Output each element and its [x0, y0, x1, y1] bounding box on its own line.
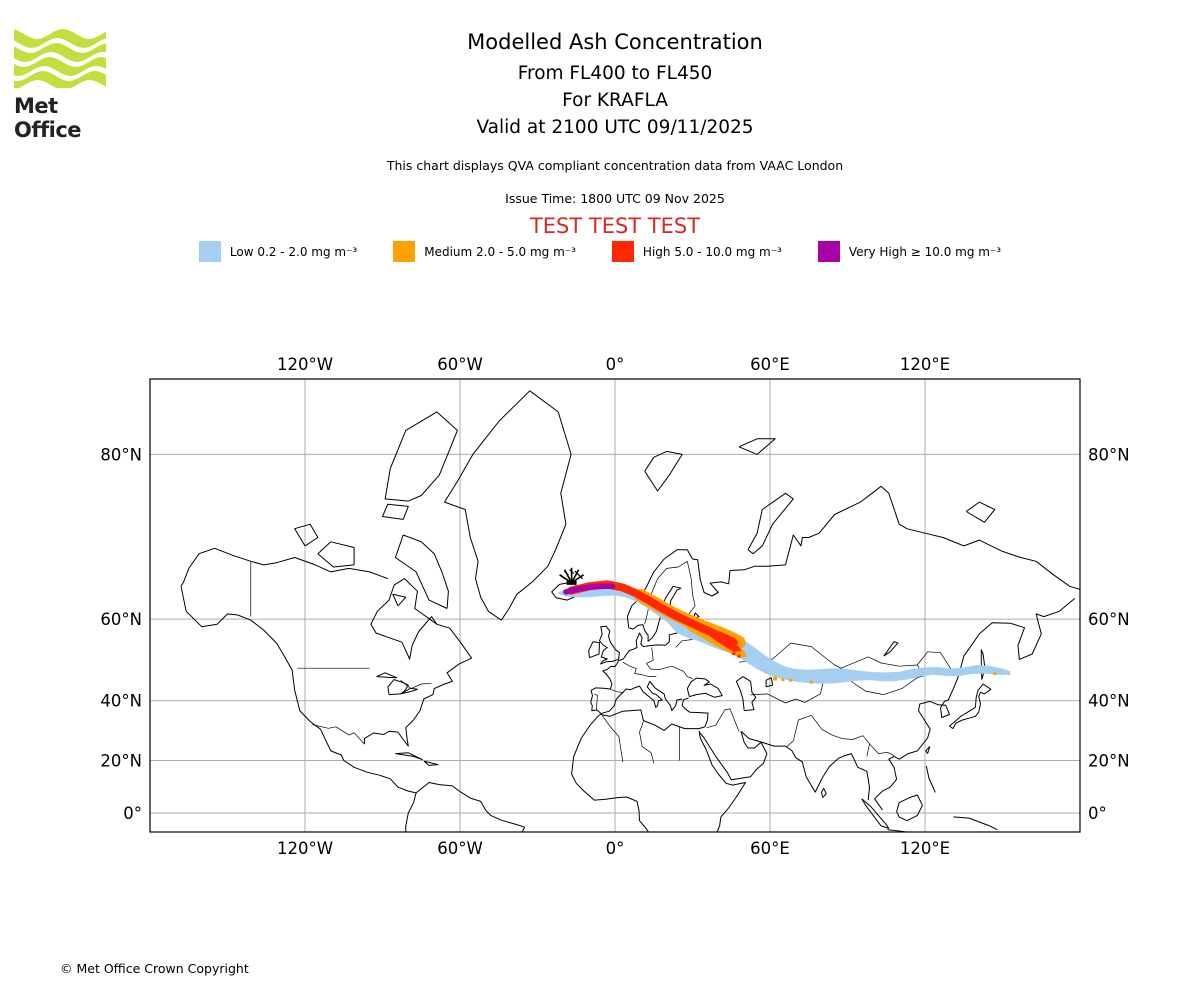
- coastline-path: [181, 586, 416, 832]
- coastline-path: [385, 412, 457, 501]
- x-axis-label-top: 120°E: [899, 355, 951, 374]
- coastline-path: [645, 451, 683, 491]
- coastline-path: [736, 677, 755, 711]
- coastline-path: [897, 795, 923, 821]
- qva-note: This chart displays QVA compliant concentration data from VAAC London: [386, 158, 844, 173]
- coastline-path: [424, 761, 438, 765]
- coastline-path: [884, 642, 898, 656]
- coastline-path: [950, 684, 991, 729]
- x-axis-label-top: 0°: [605, 355, 625, 374]
- coastline-path: [687, 678, 722, 697]
- y-axis-label-left: 0°: [123, 804, 142, 823]
- y-axis-label-left: 40°N: [100, 691, 142, 711]
- x-axis-label-top: 60°W: [437, 355, 483, 374]
- coastline-path: [572, 714, 649, 832]
- y-axis-label-left: 60°N: [100, 610, 142, 630]
- border-path: [787, 715, 870, 756]
- test-banner: TEST TEST TEST: [529, 214, 701, 238]
- coastline-path: [699, 731, 746, 833]
- subtitle-valid-time: Valid at 2100 UTC 09/11/2025: [476, 117, 754, 138]
- y-axis-label-right: 40°N: [1088, 691, 1130, 711]
- coastline-path: [295, 524, 318, 546]
- legend-label-high: High 5.0 - 10.0 mg m⁻³: [642, 244, 782, 259]
- issue-time: Issue Time: 1800 UTC 09 Nov 2025: [505, 191, 725, 206]
- coastline-path: [981, 650, 985, 680]
- plume-medium-dot: [789, 679, 792, 682]
- copyright-text: © Met Office Crown Copyright: [60, 961, 249, 976]
- met-office-wordmark: Met Office: [14, 94, 82, 142]
- y-axis-label-left: 20°N: [100, 751, 142, 771]
- coastline-path: [395, 535, 448, 609]
- coastline-path: [591, 586, 693, 713]
- border-path: [610, 689, 623, 692]
- border-path: [687, 561, 695, 616]
- plume-low: [557, 581, 1010, 684]
- legend-label-medium: Medium 2.0 - 5.0 mg m⁻³: [424, 244, 576, 259]
- coastline-path: [682, 698, 708, 729]
- subtitle-flight-levels: From FL400 to FL450: [517, 63, 713, 84]
- y-axis-label-right: 60°N: [1088, 610, 1130, 630]
- coastline-path: [821, 789, 826, 798]
- y-axis-label-right: 20°N: [1088, 751, 1130, 771]
- plume-high-dot: [732, 652, 735, 655]
- coastline-path: [766, 678, 773, 687]
- y-axis-label-left: 80°N: [100, 445, 142, 465]
- x-axis-label-bottom: 60°E: [750, 839, 790, 858]
- coastline-path: [401, 688, 418, 694]
- legend-label-low: Low 0.2 - 2.0 mg m⁻³: [229, 244, 358, 259]
- coastline-path: [627, 486, 1080, 627]
- legend-label-very-high: Very High ≥ 10.0 mg m⁻³: [848, 244, 1002, 259]
- coastline-path: [966, 502, 995, 522]
- y-axis-label-right: 0°: [1088, 804, 1107, 823]
- coastline-path: [953, 817, 997, 830]
- y-axis-label-right: 80°N: [1088, 445, 1130, 465]
- border-path: [640, 722, 654, 764]
- coastline-path: [393, 594, 406, 606]
- coastline-path: [600, 626, 620, 664]
- coastline-path: [416, 783, 524, 833]
- coastline-path: [926, 766, 935, 792]
- border-path: [676, 640, 693, 648]
- subtitle-volcano: For KRAFLA: [562, 90, 668, 111]
- coastline-path: [377, 673, 397, 678]
- coastline-path: [364, 579, 471, 747]
- plume-medium-dot: [810, 681, 813, 684]
- coastline-path: [318, 542, 354, 567]
- border-path: [602, 715, 623, 762]
- x-axis-label-bottom: 120°E: [899, 839, 951, 858]
- x-axis-label-bottom: 60°W: [437, 839, 483, 858]
- coastline-path: [748, 493, 793, 553]
- x-axis-label-top: 120°W: [276, 355, 334, 374]
- coastline-path: [445, 391, 572, 620]
- x-axis-label-top: 60°E: [750, 355, 790, 374]
- border-path: [707, 709, 739, 732]
- plume-medium-dot: [993, 672, 996, 675]
- plume-medium-dot: [773, 676, 777, 680]
- coastline-path: [926, 747, 930, 754]
- volcano-eruption-icon: [560, 568, 584, 585]
- border-path: [313, 725, 365, 745]
- border-path: [647, 648, 693, 679]
- coastline-path: [181, 548, 388, 586]
- coastline-path: [875, 598, 1075, 810]
- x-axis-label-bottom: 120°W: [276, 839, 334, 858]
- border-path: [870, 744, 895, 756]
- border-path: [594, 694, 597, 710]
- plume-medium-dot: [781, 678, 784, 681]
- coastline-path: [862, 799, 889, 829]
- coastline-path: [700, 732, 870, 801]
- x-axis-label-bottom: 0°: [605, 839, 625, 858]
- page-title: Modelled Ash Concentration: [467, 30, 763, 54]
- coastline-path: [383, 504, 409, 519]
- plume-high-dot: [738, 655, 741, 658]
- border-path: [401, 680, 432, 688]
- coastline-path: [395, 753, 422, 760]
- coastline-path: [589, 642, 600, 658]
